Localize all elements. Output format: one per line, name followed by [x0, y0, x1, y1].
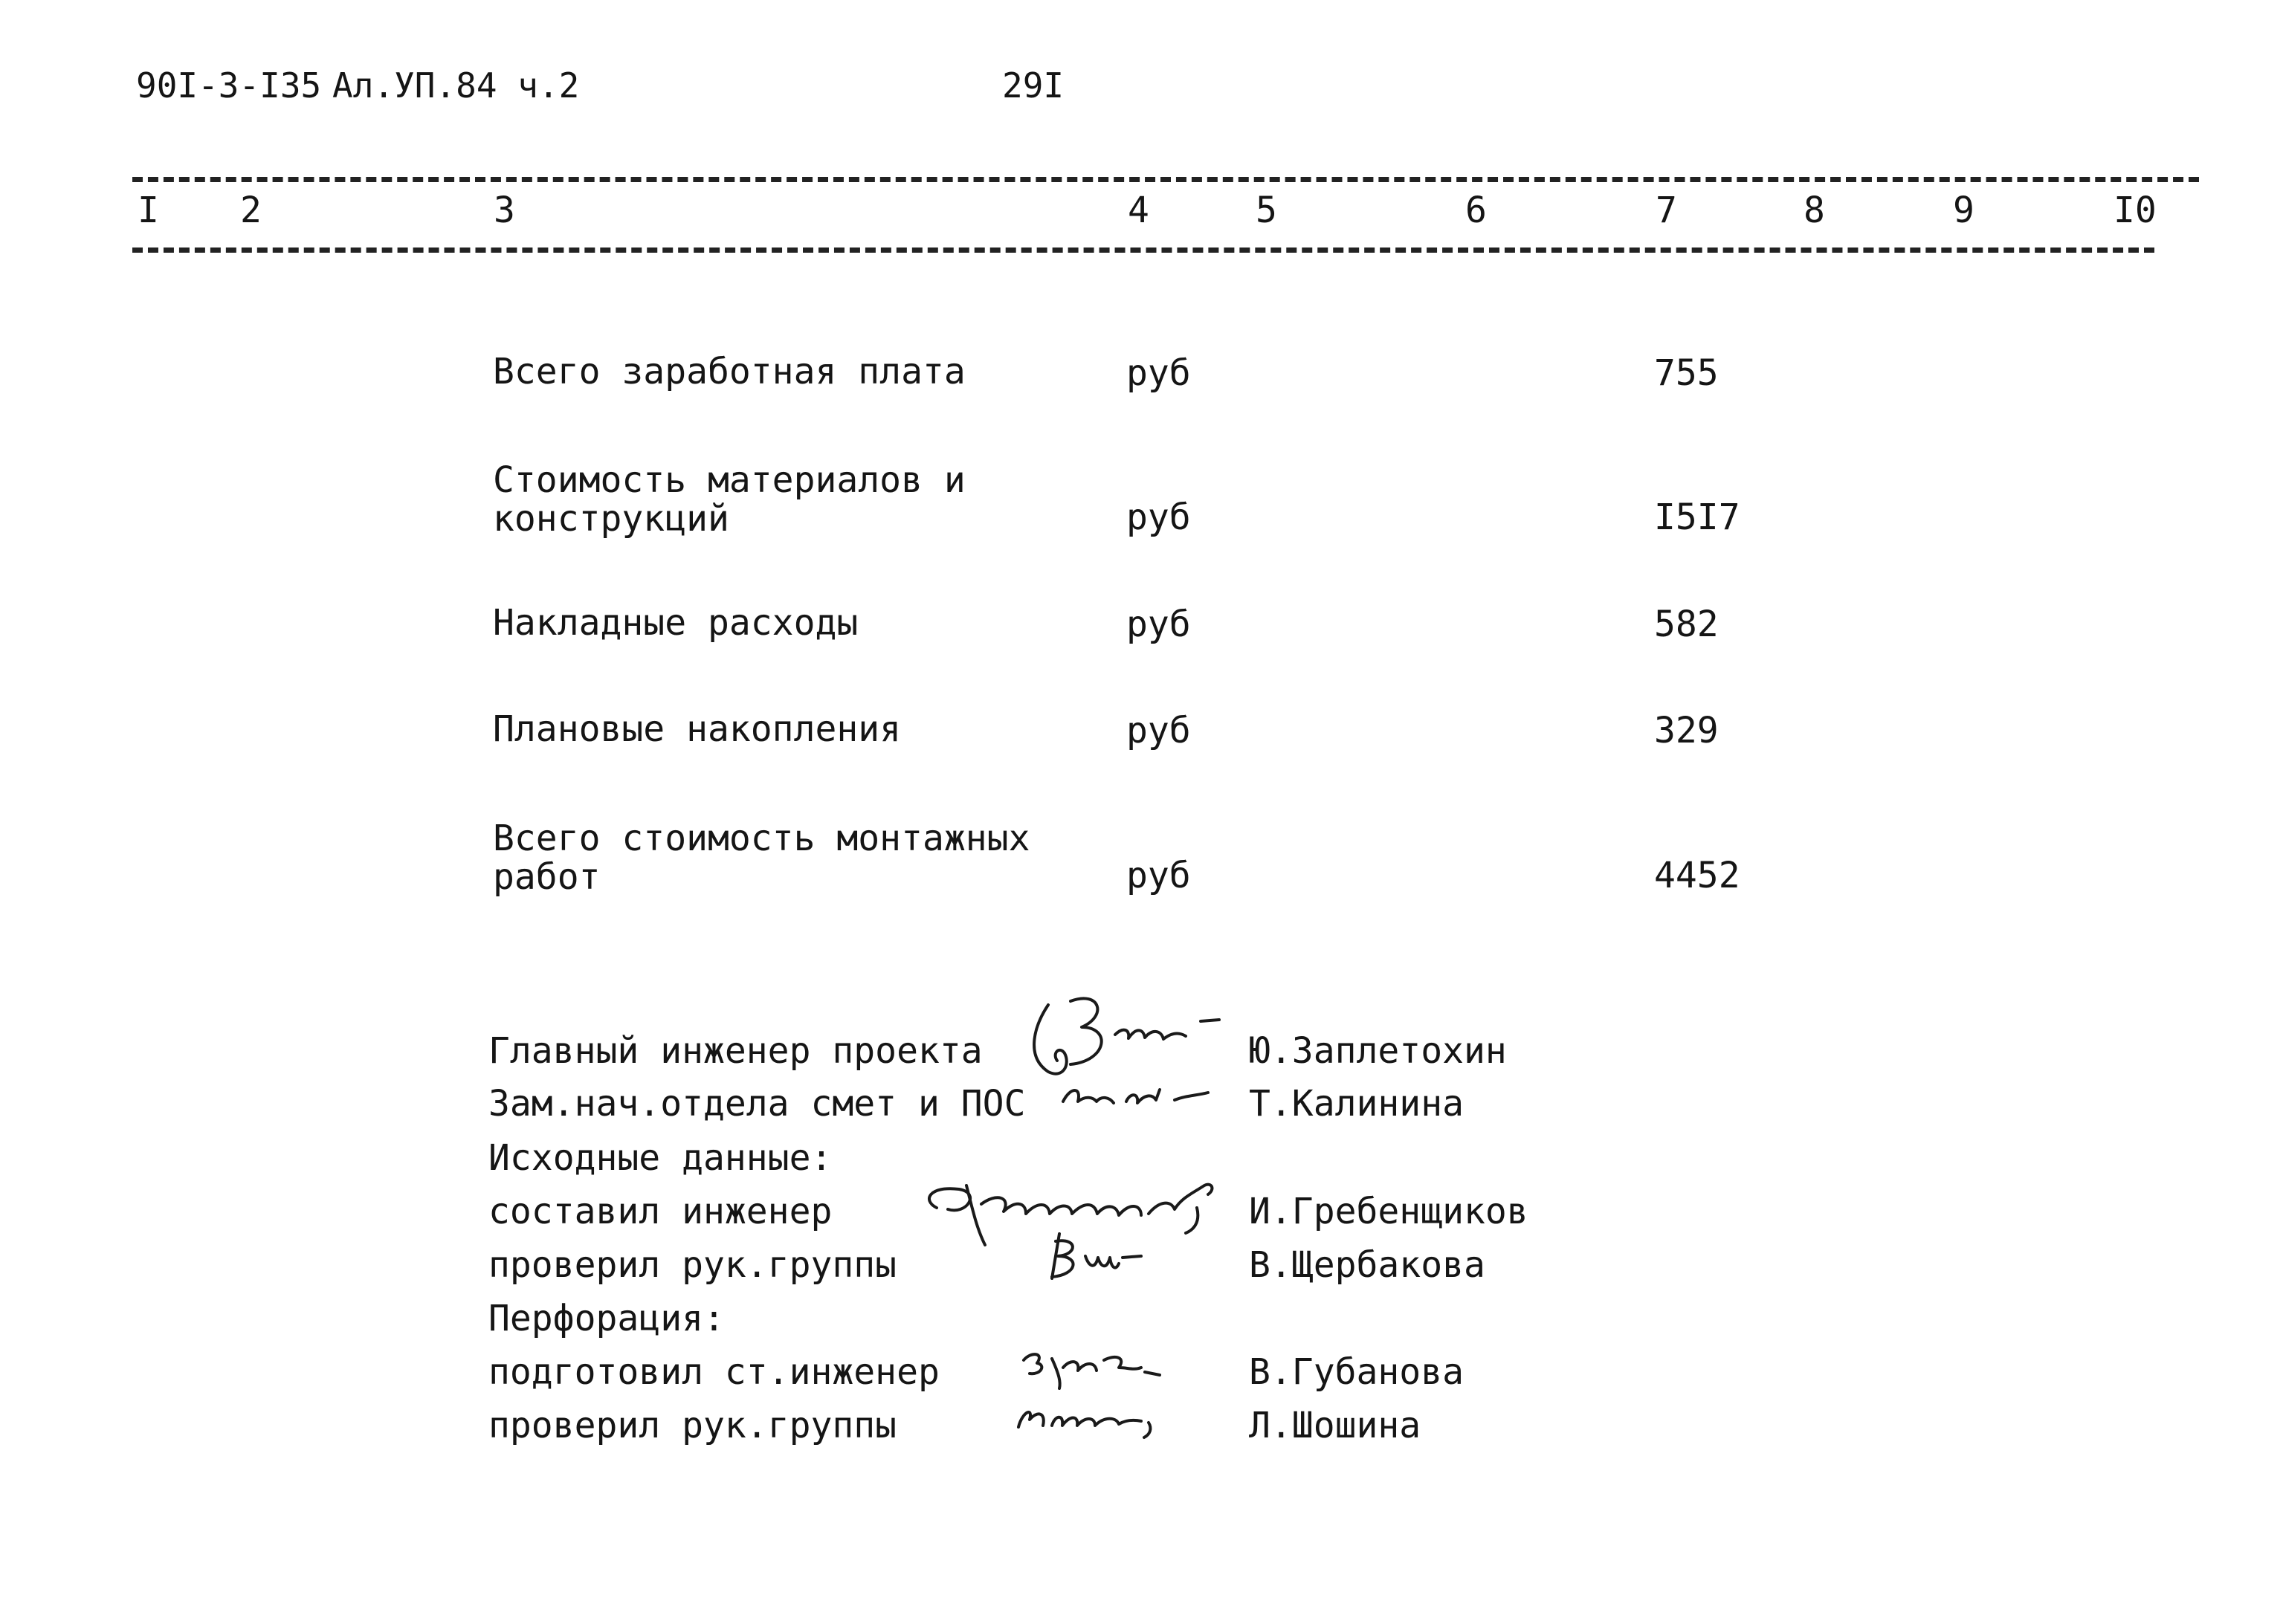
column-number: 8: [1804, 190, 1825, 231]
row-value: 582: [1654, 604, 1719, 645]
column-number: 3: [494, 190, 515, 231]
column-number: I0: [2114, 190, 2157, 231]
column-number: 6: [1465, 190, 1487, 231]
row-label: Всего стоимость монтажных работ: [493, 818, 1030, 898]
handwritten-signature: [1018, 983, 1241, 1087]
page-number: 29I: [1002, 65, 1065, 106]
signer-name: И.Гребенщиков: [1249, 1191, 1528, 1232]
row-unit: руб: [1126, 604, 1191, 645]
signer-name: Ю.Заплетохин: [1249, 1030, 1507, 1072]
column-number: 2: [240, 190, 262, 231]
column-number: I: [138, 190, 159, 231]
row-unit: руб: [1126, 710, 1191, 751]
row-label: Плановые накопления: [493, 708, 902, 750]
signer-role: Главный инженер проекта: [488, 1030, 983, 1072]
row-value: 4452: [1654, 855, 1740, 896]
signer-role: проверил рук.группы: [488, 1405, 897, 1446]
column-number: 4: [1128, 190, 1149, 231]
row-unit: руб: [1126, 855, 1191, 896]
column-number: 9: [1953, 190, 1974, 231]
signer-role: составил инженер: [488, 1191, 833, 1232]
handwritten-signature: [1015, 1345, 1171, 1390]
row-value: 329: [1654, 710, 1719, 751]
section-heading: Перфорация:: [488, 1298, 725, 1339]
album-reference: Ал.УП.84 ч.2: [332, 65, 580, 106]
row-unit: руб: [1126, 352, 1191, 394]
signer-role: подготовил ст.инженер: [488, 1351, 940, 1393]
column-number: 5: [1256, 190, 1277, 231]
row-value: 755: [1654, 352, 1719, 394]
document-code: 90I-3-I35: [136, 65, 322, 106]
row-unit: руб: [1126, 496, 1191, 538]
row-label: Накладные расходы: [493, 602, 859, 644]
handwritten-signature: [1037, 1226, 1149, 1286]
signer-role: проверил рук.группы: [488, 1244, 897, 1286]
signer-name: В.Щербакова: [1249, 1244, 1485, 1286]
signer-name: В.Губанова: [1249, 1351, 1464, 1393]
handwritten-signature: [1056, 1079, 1234, 1116]
header-bottom-rule: [132, 248, 2154, 253]
signer-name: Т.Калинина: [1249, 1083, 1464, 1125]
row-label: Стоимость материалов и конструкций: [493, 459, 966, 540]
section-heading: Исходные данные:: [488, 1137, 833, 1179]
row-label: Всего заработная плата: [493, 351, 966, 392]
row-value: I5I7: [1654, 496, 1740, 538]
signer-name: Л.Шошина: [1249, 1405, 1421, 1446]
handwritten-signature: [1007, 1397, 1178, 1442]
column-number: 7: [1656, 190, 1677, 231]
header-top-rule: [132, 177, 2199, 182]
signer-role: Зам.нач.отдела смет и ПОС: [488, 1083, 1026, 1125]
